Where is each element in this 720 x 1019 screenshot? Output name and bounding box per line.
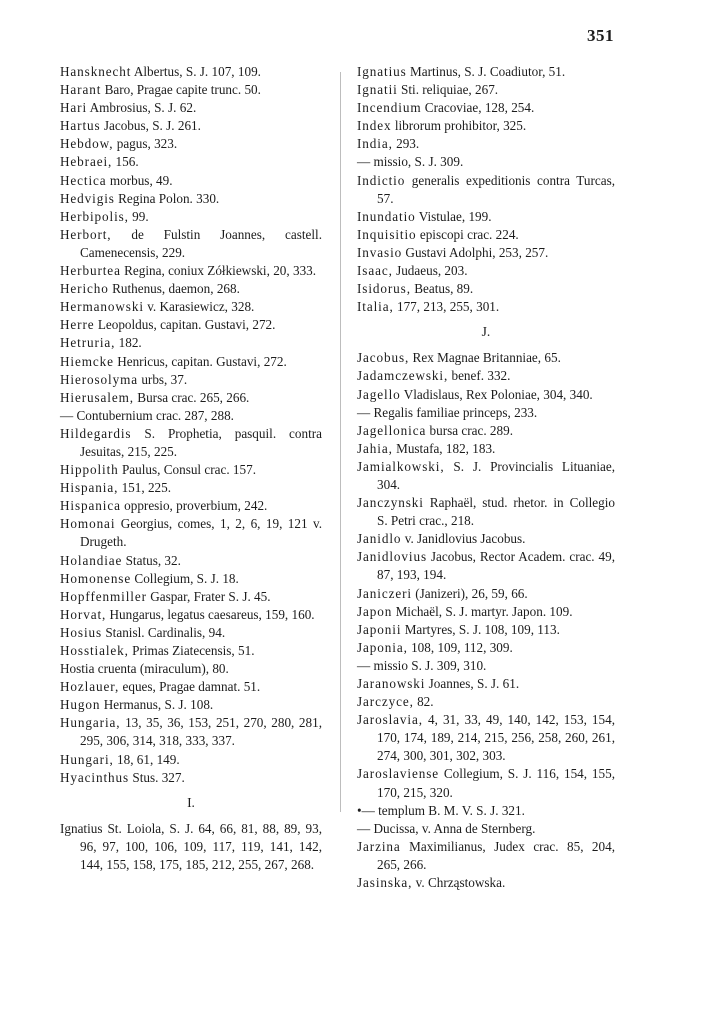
index-entry	[60, 99, 322, 117]
index-entry	[60, 588, 322, 606]
index-entry	[60, 81, 322, 99]
entry-headword: Herbort,	[60, 226, 112, 242]
index-column-right	[357, 63, 615, 892]
entry-headword: Hari	[60, 100, 88, 116]
entry-references: 177, 213, 255, 301.	[396, 299, 500, 315]
index-entry	[60, 226, 322, 262]
entry-references: v. Janidlovius Jacobus.	[404, 531, 526, 547]
index-entry	[60, 262, 322, 280]
entry-headword: Hebraei,	[60, 154, 113, 170]
index-entry	[60, 714, 322, 750]
index-entry	[60, 751, 322, 769]
index-entry	[357, 440, 615, 458]
entry-headword: Hierusalem,	[60, 389, 134, 405]
entry-headword: Homonai	[60, 516, 116, 532]
index-entry	[60, 208, 322, 226]
entry-references: Regina Polon. 330.	[118, 190, 220, 206]
entry-headword: Hopffenmiller	[60, 588, 147, 604]
column-divider	[340, 72, 341, 812]
entry-references: Cracoviae, 128, 254.	[424, 100, 535, 116]
entry-headword: Hiemcke	[60, 353, 114, 369]
entry-references: v. Chrząstowska.	[415, 875, 506, 891]
index-entry	[357, 458, 615, 494]
entry-headword: Janidlovius	[357, 549, 427, 565]
entry-references: Collegium, S. J. 18.	[134, 570, 239, 586]
entry-references: cruenta (miraculum), 80.	[97, 661, 229, 677]
index-entry	[60, 172, 322, 190]
entry-references: Bursa crac. 265, 266.	[137, 389, 250, 405]
index-entry	[60, 678, 322, 696]
entry-headword: Hericho	[60, 281, 109, 297]
entry-headword: — Contubernium	[60, 407, 153, 423]
entry-headword: Hostia	[60, 661, 95, 677]
entry-headword: Jaranowski	[357, 676, 426, 691]
entry-references: Maximilianus, Judex crac. 85, 204, 265, 266.	[377, 838, 616, 872]
entry-references: Beatus, 89.	[414, 281, 474, 297]
entry-references: S. J. Provincialis Lituaniae, 304.	[377, 458, 615, 492]
entry-references: Stanisl. Cardinalis, 94.	[105, 624, 226, 640]
entry-references: Martinus, S. J. Coadiutor, 51.	[409, 64, 566, 79]
entry-references: Stus. 327.	[132, 769, 185, 785]
entry-references: Hungarus, legatus caesareus, 159, 160.	[109, 606, 315, 622]
index-entry	[357, 422, 615, 440]
entry-headword: Inquisitio	[357, 226, 417, 242]
entry-references: Vistulae, 199.	[418, 208, 492, 224]
entry-references: Henricus, capitan. Gustavi, 272.	[117, 353, 287, 369]
index-entry	[357, 874, 615, 892]
entry-headword: Invasio	[357, 244, 403, 260]
index-entry	[357, 693, 615, 711]
index-entry	[357, 280, 615, 298]
entry-headword: Jamialkowski,	[357, 458, 445, 474]
entry-references: Vladislaus, Rex Poloniae, 304, 340.	[403, 386, 593, 402]
index-entry	[60, 371, 322, 389]
entry-headword: Hyacinthus	[60, 769, 130, 785]
entry-references: 4, 31, 33, 49, 140, 142, 153, 154, 170, 174, 189, 214, 215, 256, 258, 260, 261, 274, 300, 301, 302, 303.	[377, 712, 616, 764]
index-entry	[357, 585, 615, 603]
entry-references: Gustavi Adolphi, 253, 257.	[405, 244, 549, 260]
entry-headword: Herburtea	[60, 263, 121, 279]
index-entry	[357, 153, 615, 171]
entry-headword: •— templum	[357, 802, 425, 818]
entry-references: B. M. V. S. J. 321.	[428, 802, 525, 818]
entry-headword: Janiczeri	[357, 585, 412, 601]
index-entry	[357, 765, 615, 801]
index-entry	[357, 838, 615, 874]
entry-headword: — missio	[357, 657, 408, 673]
entry-headword: Italia,	[357, 299, 394, 315]
entry-references: Joannes, S. J. 61.	[428, 676, 520, 691]
entry-references: Ambrosius, S. J. 62.	[89, 100, 197, 116]
index-entry	[357, 657, 615, 675]
entry-headword: Isidorus,	[357, 281, 411, 297]
entry-references: Leopoldus, capitan. Gustavi, 272.	[97, 317, 276, 333]
entry-headword: Ignatius	[60, 820, 103, 836]
entry-references: Gaspar, Frater S. J. 45.	[150, 588, 271, 604]
entry-headword: Hierosolyma	[60, 371, 139, 387]
entry-references: Georgius, comes, 1, 2, 6, 19, 121 v. Drugeth.	[80, 516, 322, 550]
index-entry	[60, 660, 322, 678]
entry-headword: Hartus	[60, 118, 101, 134]
index-entry	[60, 624, 322, 642]
section-letter: J.	[481, 324, 491, 340]
entry-headword: Indictio	[357, 172, 406, 188]
index-entry	[357, 494, 615, 530]
entry-headword: Isaac,	[357, 263, 393, 279]
entry-headword: Jacobus,	[357, 350, 410, 366]
entry-headword: Jahia,	[357, 440, 393, 456]
index-entry	[60, 552, 322, 570]
entry-references: familiae princeps, 233.	[416, 404, 538, 420]
index-entry	[357, 81, 615, 99]
index-entry	[60, 190, 322, 208]
entry-headword: — Ducissa,	[357, 820, 419, 836]
entry-references: Status, 32.	[125, 552, 181, 568]
index-entry	[60, 353, 322, 371]
entry-headword: Hetruria,	[60, 335, 116, 351]
entry-references: generalis expeditionis contra Turcas, 57.	[377, 172, 615, 206]
entry-references: S. J. 309, 310.	[411, 657, 487, 673]
index-entry	[60, 117, 322, 135]
index-entry	[357, 244, 615, 262]
entry-headword: Inundatio	[357, 208, 416, 224]
entry-headword: Index	[357, 118, 392, 134]
entry-headword: Hungaria,	[60, 715, 121, 731]
entry-references: 108, 109, 112, 309.	[411, 639, 513, 655]
entry-headword: Jadamczewski,	[357, 368, 449, 384]
entry-references: crac. 287, 288.	[155, 407, 234, 423]
index-entry	[60, 63, 322, 81]
entry-references: 18, 61, 149.	[117, 751, 180, 767]
index-entry	[357, 711, 615, 765]
entry-references: Martyres, S. J. 108, 109, 113.	[404, 621, 560, 637]
entry-headword: Hedvigis	[60, 190, 115, 206]
entry-references: 99.	[132, 208, 149, 224]
entry-references: 293.	[396, 136, 420, 152]
entry-headword: Japonia,	[357, 639, 408, 655]
index-entry	[60, 769, 322, 787]
entry-headword: Hansknecht	[60, 64, 132, 79]
entry-headword: Hugon	[60, 697, 101, 713]
entry-headword: Hosstialek,	[60, 643, 129, 658]
entry-references: Mustafa, 182, 183.	[396, 440, 496, 456]
entry-references: oppresio, proverbium, 242.	[124, 498, 268, 514]
section-letter: I.	[187, 794, 195, 810]
index-column-left	[60, 63, 322, 874]
entry-headword: Janidlo	[357, 531, 402, 547]
index-entry	[60, 642, 322, 660]
index-entry	[357, 603, 615, 621]
entry-references: Collegium, S. J. 116, 154, 155, 170, 215, 320.	[377, 766, 615, 800]
index-entry	[357, 262, 615, 280]
entry-references: Rex Magnae Britanniae, 65.	[412, 350, 561, 366]
entry-headword: Hozlauer,	[60, 679, 120, 695]
entry-headword: Japon	[357, 603, 393, 619]
entry-references: Hermanus, S. J. 108.	[103, 697, 214, 713]
page-number: 351	[587, 26, 614, 45]
entry-headword: Herre	[60, 317, 95, 333]
entry-headword: — Regalis	[357, 404, 414, 420]
entry-headword: Hungari,	[60, 751, 114, 767]
index-entry	[357, 548, 615, 584]
entry-references: Baro, Pragae capite trunc. 50.	[104, 82, 261, 98]
index-entry	[60, 570, 322, 588]
index-entry	[60, 316, 322, 334]
index-entry	[357, 386, 615, 404]
entry-headword: Hispanica	[60, 498, 121, 514]
entry-references: Paulus, Consul crac. 157.	[121, 462, 257, 478]
index-entry	[60, 820, 322, 874]
entry-references: bursa crac. 289.	[429, 422, 513, 438]
index-entry	[60, 280, 322, 298]
index-entry	[60, 696, 322, 714]
entry-headword: Hildegardis	[60, 425, 132, 441]
entry-headword: Holandiae	[60, 552, 123, 568]
entry-headword: Jarzina	[357, 838, 401, 854]
entry-references: Sti. reliquiae, 267.	[401, 82, 499, 98]
index-entry	[357, 117, 615, 135]
entry-headword: Jaroslavia,	[357, 712, 423, 728]
entry-references: 82.	[417, 694, 434, 710]
entry-headword: Horvat,	[60, 606, 107, 622]
index-entry	[357, 367, 615, 385]
index-entry	[357, 99, 615, 117]
entry-references: de Fulstin Joannes, castell. Camenecensis, 229.	[80, 226, 323, 260]
entry-references: 151, 225.	[121, 480, 172, 496]
entry-references: S. Prophetia, pasquil. contra Jesuitas, 215, 225.	[80, 425, 322, 459]
index-entry	[60, 497, 322, 515]
entry-references: v. Anna de Sternberg.	[421, 820, 536, 836]
entry-references: Judaeus, 203.	[396, 263, 468, 279]
entry-headword: Harant	[60, 82, 102, 98]
index-entry	[357, 621, 615, 639]
entry-references: Primas Ziatecensis, 51.	[132, 643, 255, 658]
index-entry	[357, 802, 615, 820]
entry-headword: Hebdow,	[60, 136, 114, 152]
entry-references: (Janizeri), 26, 59, 66.	[415, 585, 528, 601]
entry-headword: Ignatius	[357, 64, 407, 79]
entry-references: Regina, coniux Zółkiewski, 20, 333.	[124, 263, 317, 279]
entry-references: Raphaël, stud. rhetor. in Collegio S. Petri crac., 218.	[377, 495, 615, 529]
entry-headword: Japonii	[357, 621, 402, 637]
index-entry	[60, 461, 322, 479]
entry-headword: Jagellonica	[357, 422, 427, 438]
index-entry	[357, 820, 615, 838]
index-entry	[357, 404, 615, 422]
entry-references: Albertus, S. J. 107, 109.	[133, 64, 261, 79]
entry-headword: Jarczyce,	[357, 694, 414, 710]
entry-references: eques, Pragae damnat. 51.	[122, 679, 261, 695]
index-entry	[357, 208, 615, 226]
entry-headword: Jagello	[357, 386, 401, 402]
entry-headword: India,	[357, 136, 393, 152]
entry-headword: — missio,	[357, 154, 412, 170]
entry-headword: Homonense	[60, 570, 132, 586]
entry-headword: Jasinska,	[357, 875, 413, 891]
entry-references: pagus, 323.	[116, 136, 178, 152]
entry-references: 182.	[118, 335, 142, 351]
entry-references: Jacobus, S. J. 261.	[103, 118, 201, 134]
index-entry	[60, 153, 322, 171]
entry-headword: Janczynski	[357, 495, 424, 511]
index-entry	[357, 675, 615, 693]
index-entry	[357, 63, 615, 81]
entry-references: Jacobus, Rector Academ. crac. 49, 87, 193, 194.	[377, 549, 616, 583]
entry-headword: Hispania,	[60, 480, 119, 496]
entry-headword: Jaroslaviense	[357, 766, 440, 782]
index-entry	[60, 606, 322, 624]
index-entry	[60, 389, 322, 407]
entry-headword: Hectica	[60, 172, 107, 188]
index-entry	[357, 172, 615, 208]
index-entry	[357, 298, 615, 316]
entry-headword: Hippolith	[60, 462, 119, 478]
index-entry	[357, 226, 615, 244]
entry-headword: Herbipolis,	[60, 208, 129, 224]
index-entry	[60, 135, 322, 153]
index-entry	[60, 407, 322, 425]
entry-references: episcopi crac. 224.	[419, 226, 519, 242]
index-entry	[60, 334, 322, 352]
index-entry	[60, 298, 322, 316]
entry-references: v. Karasiewicz, 328.	[147, 299, 255, 315]
index-entry	[357, 135, 615, 153]
entry-references: S. J. 309.	[414, 154, 464, 170]
entry-references: St. Loiola, S. J. 64, 66, 81, 88, 89, 93, 96, 97, 100, 106, 109, 117, 119, 141, 142, 144, 155, 158, 175, 185, 212, 255, 267, 268.	[80, 820, 322, 872]
entry-headword: Hosius	[60, 624, 103, 640]
index-entry	[357, 349, 615, 367]
index-entry	[357, 530, 615, 548]
entry-references: 156.	[115, 154, 139, 170]
index-entry	[60, 479, 322, 497]
entry-headword: Hermanowski	[60, 299, 144, 315]
index-entry	[60, 425, 322, 461]
entry-references: 13, 35, 36, 153, 251, 270, 280, 281, 295, 306, 314, 318, 333, 337.	[80, 715, 323, 749]
entry-references: librorum prohibitor, 325.	[394, 118, 527, 134]
entry-references: Michaël, S. J. martyr. Japon. 109.	[395, 603, 573, 619]
entry-references: urbs, 37.	[141, 371, 188, 387]
index-entry	[357, 639, 615, 657]
entry-headword: Incendium	[357, 100, 422, 116]
entry-headword: Ignatii	[357, 82, 398, 98]
entry-references: benef. 332.	[451, 368, 511, 384]
index-entry	[60, 515, 322, 551]
entry-references: Ruthenus, daemon, 268.	[112, 281, 240, 297]
entry-references: morbus, 49.	[109, 172, 173, 188]
